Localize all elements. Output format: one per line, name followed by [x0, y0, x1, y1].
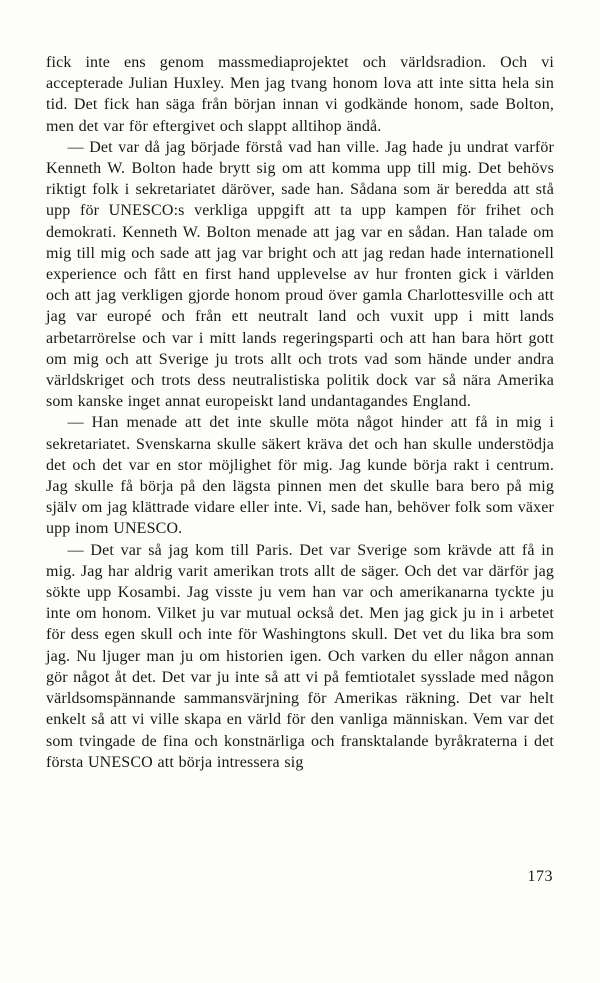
paragraph: fick inte ens genom massmediaprojektet och världsradion. Och vi accepterade Julian Huxley. Men jag tvang honom lova att inte sitta hela sin tid. Det fick han säga från början innan vi godkände honom, sade Bolton, men det var för eftergivet och slappt alltihop ändå. [46, 54, 554, 135]
text-block [46, 52, 554, 773]
paragraph: — Det var då jag började förstå vad han ville. Jag hade ju undrat varför Kenneth W. Bolton hade brytt sig om att komma upp till mig. Det behövs riktigt folk i sekretariatet däröver, sade han. Sådana som är beredda att stå upp för UNESCO:s verkliga uppgift att ta upp kampen för frihet och demokrati. Kenneth W. Bolton menade att jag var en sådan. Han talade om mig till mig och sade att jag var bright och att jag redan hade internationell experience och fått en first hand upplevelse av hur fronten gick i världen och att jag verkligen gjorde honom proud över gamla Charlottesville och att jag var europé och från ett neutralt land och vuxit upp i mitt lands arbetarrörelse och var i mitt lands regeringsparti och att han bara hört gott om mig och att Sverige ju trots allt och trots vad som hände under andra världskriget och trots dess neutralistiska politik dock var så nära Amerika som kanske inget annat europeiskt land undantagandes England. [46, 138, 554, 411]
paragraph: — Han menade att det inte skulle möta något hinder att få in mig i sekretariatet. Svenskarna skulle säkert kräva det och han skulle understödja det och det var en stor möjlighet för mig. Jag kunde börja rakt i centrum. Jag skulle få börja på den lägsta pinnen men det skulle bara bero på mig själv om jag klättrade vidare eller inte. Vi, sade han, behöver folk som växer upp inom UNESCO. [46, 414, 554, 538]
paragraph: — Det var så jag kom till Paris. Det var Sverige som krävde att få in mig. Jag har aldrig varit amerikan trots allt de säger. Och det var därför jag sökte upp Kosambi. Jag visste ju vem han var och amerikanarna tyckte ju inte om honom. Vilket ju var mutual också det. Men jag gick ju in i arbetet för dess egen skull och inte för Washingtons skull. Det vet du lika bra som jag. Nu ljuger man ju om historien igen. Och varken du eller någon annan gör något åt det. Det var ju inte så att vi på femtiotalet sysslade med någon världsomspännande sammansvärjning för Amerikas räkning. Det var helt enkelt så att vi ville skapa en värld för den vanliga människan. Vem var det som tvingade de fina och konstnärliga och fransktalande byråkraterna i det första UNESCO att börja intressera sig [46, 541, 554, 771]
page-number: 173 [527, 868, 553, 885]
